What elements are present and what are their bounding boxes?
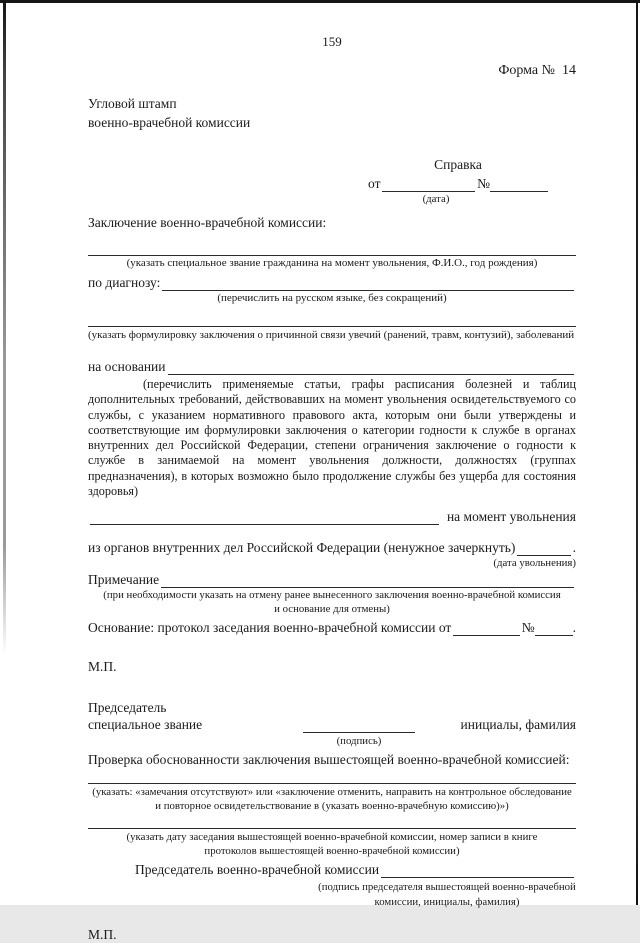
diagnosis-hint: (перечислить на русском языке, без сокращений) xyxy=(217,292,447,304)
blank-line-session xyxy=(88,828,576,829)
note-label: Примечание xyxy=(88,572,160,588)
higher-chairman-signature-hint: (подпись председателя вышестоящей военно-врачебной комиссии, инициалы, фамилия) xyxy=(318,881,576,909)
diagnosis-blank-line xyxy=(162,290,574,291)
signature-hint: (подпись) xyxy=(336,735,382,748)
organs-text: из органов внутренних дел Российской Федерации (ненужное зачеркнуть) xyxy=(88,540,516,556)
causal-hint: (указать формулировку заключения о причинной связи увечий (ранений, травм, контузий), заболеваний xyxy=(88,329,575,341)
basis-explanation: (перечислить применяемые статьи, графы расписания болезней и таблиц дополнительных требований, действовавших на момент увольнения освидетельствуемого со службы, с указанием нормативного правового акта, которым они были утверждены и соответствующие им формулировки заключения о категории годности к службе в органах внутренних дел Российской Федерации, степени ограничения заключение о годности к службе в занимаемой на момент увольнения должности, должностях (группах предназначения), в которых возможно было продолжение службы без ущерба для состояния здоровья) xyxy=(88,377,576,499)
dismissal-moment-row xyxy=(88,508,576,525)
at-dismissal-label: на момент увольнения xyxy=(446,509,576,525)
blank-line-causal xyxy=(88,326,576,327)
basis-label: на основании xyxy=(88,359,166,374)
note-hint: (при необходимости указать на отмену ранее вынесенного заключения военно-врачебной комиссия и основание для отмены) xyxy=(103,589,561,615)
chairman-name-hint: инициалы, фамилия xyxy=(460,717,576,733)
page-border-left xyxy=(3,3,6,908)
dismissal-date-hint: (дата увольнения) xyxy=(493,557,576,570)
blank-line-review xyxy=(88,783,576,784)
review-heading: Проверка обоснованности заключения вышестоящей военно-врачебной комиссией: xyxy=(88,752,570,768)
note-blank-line xyxy=(161,587,574,588)
basis-blank-line xyxy=(168,374,574,375)
form-number-label: Форма № 14 xyxy=(498,63,576,78)
diagnosis-row xyxy=(88,274,576,291)
number-sign: № xyxy=(477,176,490,191)
protocol-number-sign: № xyxy=(521,620,535,636)
organs-period: . xyxy=(572,540,576,556)
certificate-header-block xyxy=(368,156,548,206)
certificate-title: Справка xyxy=(434,157,482,172)
page-number: 159 xyxy=(322,34,342,49)
basis-row xyxy=(88,358,576,375)
conclusion-heading: Заключение военно-врачебной комиссии: xyxy=(88,215,327,230)
note-row xyxy=(88,571,576,588)
protocol-period: . xyxy=(572,620,576,636)
protocol-text: Основание: протокол заседания военно-врачебной комиссии от xyxy=(88,620,452,636)
form-content xyxy=(88,0,576,943)
dismissal-blank-line xyxy=(90,524,439,525)
higher-chairman-row xyxy=(135,861,576,878)
organs-blank-line xyxy=(517,555,570,556)
stamp-line-1: Угловой штамп xyxy=(88,96,177,111)
review-remarks-hint: (указать: «замечания отсутствуют» или «заключение отменить, направить на контрольное обследование и повторное освидетельствование в (указать военно-врачебную комиссию)») xyxy=(92,786,572,812)
protocol-row xyxy=(88,619,576,636)
stamp-line-2: военно-врачебной комиссии xyxy=(88,115,251,130)
review-session-hint: (указать дату заседания вышестоящей военно-врачебной комиссии, номер записи в книге протоколов вышестоящей военно-врачебной комиссии) xyxy=(126,831,538,857)
chairman-title: Председатель xyxy=(88,700,167,716)
date-blank-line xyxy=(382,191,475,192)
certificate-date-number-row xyxy=(368,176,548,192)
person-hint: (указать специальное звание гражданина на момент увольнения, Ф.И.О., год рождения) xyxy=(126,257,538,269)
chairman-signature-blank xyxy=(303,732,415,733)
chairman-signature-row xyxy=(88,717,576,747)
date-hint: (дата) xyxy=(422,193,450,205)
corner-stamp-placeholder xyxy=(88,94,576,132)
protocol-date-blank xyxy=(453,635,519,636)
protocol-number-blank xyxy=(535,635,573,636)
higher-chairman-blank xyxy=(381,877,574,878)
page-border-right xyxy=(636,0,638,905)
blank-line-person xyxy=(88,255,576,256)
from-label: от xyxy=(368,176,381,191)
seal-placeholder-2: М.П. xyxy=(88,927,117,943)
higher-chairman-label: Председатель военно-врачебной комиссии xyxy=(135,862,380,878)
number-blank-line xyxy=(490,191,548,192)
seal-placeholder-1: М.П. xyxy=(88,659,117,675)
organs-row xyxy=(88,539,576,556)
chairman-rank-label: специальное звание xyxy=(88,717,203,733)
diagnosis-label: по диагнозу: xyxy=(88,275,161,290)
